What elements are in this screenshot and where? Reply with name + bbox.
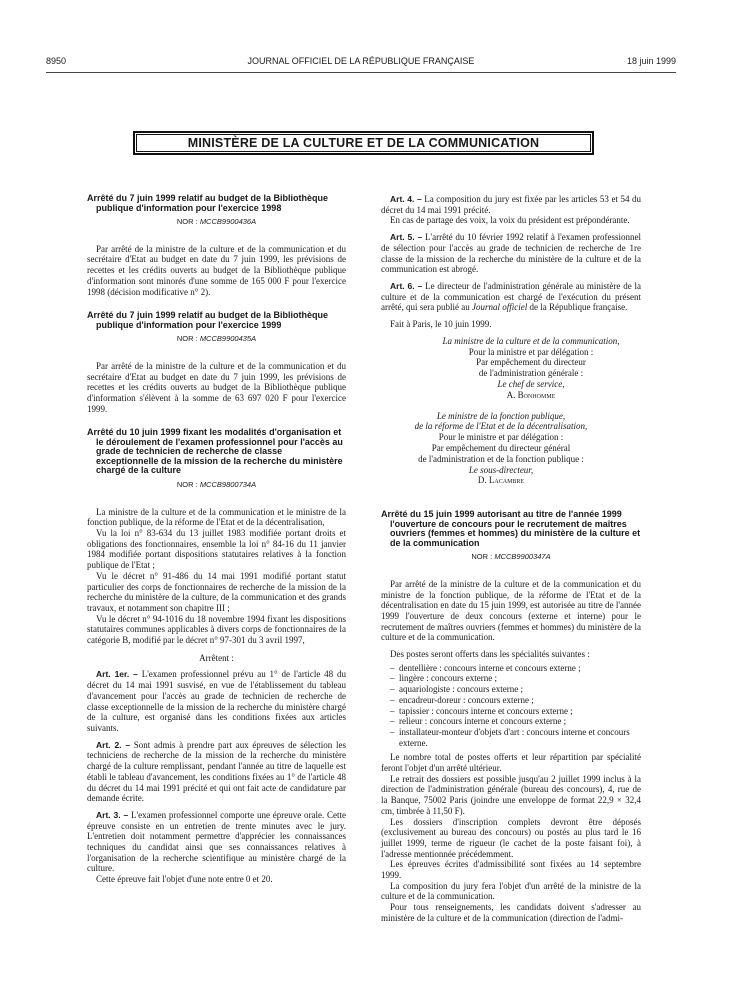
- page-number: 8950: [46, 56, 67, 66]
- visa: Vu le décret n° 94-1016 du 18 novembre 1994 fixant les dispositions statutaires communes applicables à divers corps de fonctionnaires de la catégorie B, modifié par le décret n° 97-301 du 3 avril 1997,: [87, 613, 346, 646]
- article-3-note: Cette épreuve fait l'objet d'une note entre 0 et 20.: [96, 874, 273, 885]
- article-6: Art. 6. – Le directeur de l'administration générale au ministère de la culture et de la communication est chargé de l'exécution du présent arrêté, qui sera publié au Journal officiel de la République française.: [381, 280, 641, 313]
- list-item: – relieur : concours interne et concours externe ;: [381, 716, 641, 727]
- right-column: [381, 194, 641, 924]
- list-item: – lingère : concours externe ;: [381, 673, 641, 684]
- preamble: La ministre de la culture et de la communication et le ministre de la fonction publique, de la réforme de l'Etat et de la décentralisation,: [87, 506, 346, 528]
- nor-reference: NOR : MCCB9900436A: [176, 217, 257, 226]
- paragraph: Le nombre total de postes offerts et leur répartition par spécialité feront l'objet d'un arrêté ultérieur.: [381, 752, 641, 774]
- decree-body: Par arrêté de la ministre de la culture et de la communication et du secrétaire d'Etat au budget en date du 7 juin 1999, les prévisions de recettes et les crédits ouverts au budget de la Bibliothèque publique d'information s'élèvent à la somme de 63 697 020 F pour l'exercice 1999.: [87, 360, 346, 414]
- list-item: – encadreur-doreur : concours externe ;: [381, 695, 641, 706]
- nor-reference: NOR : MCCB9800734A: [176, 479, 257, 489]
- header-rule: [46, 72, 676, 73]
- specialties-list: [381, 663, 641, 749]
- visa: Vu le décret n° 91-486 du 14 mai 1991 modifié portant statut particulier des corps de fonctionnaires de recherche de la mission de la recherche du ministère de la culture, de la communication et des grands travaux, et notamment son chapitre III ;: [87, 570, 346, 613]
- list-item: – tapissier : concours interne et concours externe ;: [381, 706, 641, 717]
- ministry-banner: [133, 131, 594, 155]
- list-item: – aquariologiste : concours externe ;: [381, 684, 641, 695]
- decree-title: Arrêté du 7 juin 1999 relatif au budget de la Bibliothèque publique d'information pour l'exercice 1998: [87, 193, 329, 213]
- paragraph: Les épreuves écrites d'admissibilité sont fixées au 14 septembre 1999.: [381, 859, 641, 881]
- decree-body: Par arrêté de la ministre de la culture et de la communication et du ministre de la fonction publique, de la réforme de l'Etat et de la décentralisation en date du 15 juin 1999, est autorisée au titre de l'année 1999 l'ouverture de deux concours (externe et interne) pour le recrutement de maîtres ouvriers (femmes et hommes) du ministère de la culture et de la communication.: [381, 578, 641, 643]
- decree-title: Arrêté du 15 juin 1999 autorisant au titre de l'année 1999 l'ouverture de concours pour le recrutement de maîtres ouvriers (femmes et hommes) du ministère de la culture et de la communication: [381, 509, 641, 548]
- running-header: [46, 56, 676, 70]
- article-2: Art. 2. – Sont admis à prendre part aux épreuves de sélection les techniciens de recherche de la mission de la recherche du ministère chargé de la culture remplissant, pendant l'année au titre de laquelle est établi le tableau d'avancement, les conditions fixées au 1° de l'article 48 du décret du 14 mai 1991 précité et qui ont fait acte de candidature par demande écrite.: [87, 739, 346, 804]
- paragraph: Les dossiers d'inscription complets devront être déposés (exclusivement au bureau des concours) ou postés au plus tard le 16 juillet 1999, terme de rigueur (le cachet de la poste faisant foi), à l'adresse mentionnée précédemment.: [381, 816, 641, 859]
- nor-reference: NOR : MCCB9900347A: [471, 552, 551, 562]
- paragraph: Pour tous renseignements, les candidats doivent s'adresser au ministère de la culture et de la communication (direction de l'admi-: [381, 902, 641, 923]
- paragraph: La composition du jury fera l'objet d'un arrêté de la ministre de la culture et de la communication.: [381, 880, 641, 902]
- signatory-name: D. Lacambre: [477, 475, 525, 486]
- signing-place-date: Fait à Paris, le 10 juin 1999.: [390, 319, 492, 330]
- signature-block: La ministre de la culture et de la communication, Pour la ministre et par délégation : Par empêchement du directeur de l'administration générale : Le chef de service, A. Bonhomme: [381, 336, 641, 401]
- article-3: Art. 3. – L'examen professionnel comporte une épreuve orale. Cette épreuve consiste en un entretien de trente minutes avec le jury. L'entretien doit notamment permettre d'apprécier les connaissances techniques du candidat ainsi que ses connaissances relatives à l'organisation de la recherche scientifique au ministère chargé de la culture.: [87, 809, 346, 874]
- decree-title: Arrêté du 10 juin 1999 fixant les modalités d'organisation et le déroulement de l'examen professionnel pour l'accès au grade de technicien de recherche de classe exceptionnelle de la mission de la recherche du ministère chargé de la culture: [87, 427, 343, 476]
- article-4-note: En cas de partage des voix, la voix du président est prépondérante.: [390, 215, 630, 226]
- decree-title: Arrêté du 7 juin 1999 relatif au budget de la Bibliothèque publique d'information pour l'exercice 1999: [87, 310, 329, 330]
- list-item: – dentellière : concours interne et concours externe ;: [381, 663, 641, 674]
- list-item: – installateur-monteur d'objets d'art : concours interne et concours externe.: [381, 727, 641, 748]
- article-5: Art. 5. – L'arrêté du 10 février 1992 relatif à l'examen professionnel de sélection pour l'accès au grade de technicien de recherche de 1re classe de la mission de la recherche du ministère de la culture et de la communication est abrogé.: [381, 232, 642, 275]
- visa: Vu la loi n° 83-634 du 13 juillet 1983 modifiée portant droits et obligations des fonctionnaires, ensemble la loi n° 84-16 du 11 janvier 1984 modifiée portant dispositions statutaires relatives à la fonction publique de l'Etat ;: [87, 528, 346, 571]
- nor-reference: NOR : MCCB9900435A: [176, 334, 257, 344]
- decree-body: Par arrêté de la ministre de la culture et de la communication et du secrétaire d'Etat au budget en date du 7 juin 1999, les prévisions de recettes et les crédits ouverts au budget de la Bibliothèque publique d'information sont minorés d'une somme de 165 000 F pour l'exercice 1998 (décision modificative n° 2).: [87, 243, 346, 297]
- left-column: [87, 194, 346, 885]
- article-1: Art. 1er. – L'examen professionnel prévu au 1° de l'article 48 du décret du 14 mai 1991 susvisé, en vue de l'établissement du tableau d'avancement pour l'accès au grade de technicien de recherche de classe exceptionnelle de la mission de la recherche du ministère chargé de la culture, est organisé dans les conditions fixées aux articles suivants.: [87, 669, 346, 733]
- paragraph: Le retrait des dossiers est possible jusqu'au 2 juillet 1999 inclus à la direction de l'administration générale (bureau des concours), 4, rue de la Banque, 75002 Paris (joindre une enveloppe de format 22,9 × 32,4 cm, timbrée à 11,50 F).: [381, 773, 641, 816]
- ministry-title: MINISTÈRE DE LA CULTURE ET DE LA COMMUNICATION: [136, 134, 591, 152]
- article-4: Art. 4. – La composition du jury est fixée par les articles 53 et 54 du décret du 14 mai 1991 précité.: [381, 194, 641, 215]
- issue-date: 18 juin 1999: [626, 56, 676, 66]
- signature-block: Le ministre de la fonction publique, de la réforme de l'Etat et de la décentralisation, Pour le ministre et par délégation : Par empêchement du directeur général de l'administration et de la fonction publique : Le sous-directeur, D. Lacambre: [381, 411, 641, 487]
- arretent-heading: Arrêtent :: [199, 652, 234, 663]
- specialties-intro: Des postes seront offerts dans les spécialités suivantes :: [390, 649, 590, 660]
- signatory-name: A. Bonhomme: [506, 389, 556, 400]
- journal-title: JOURNAL OFFICIEL DE LA RÉPUBLIQUE FRANÇAISE: [247, 56, 475, 66]
